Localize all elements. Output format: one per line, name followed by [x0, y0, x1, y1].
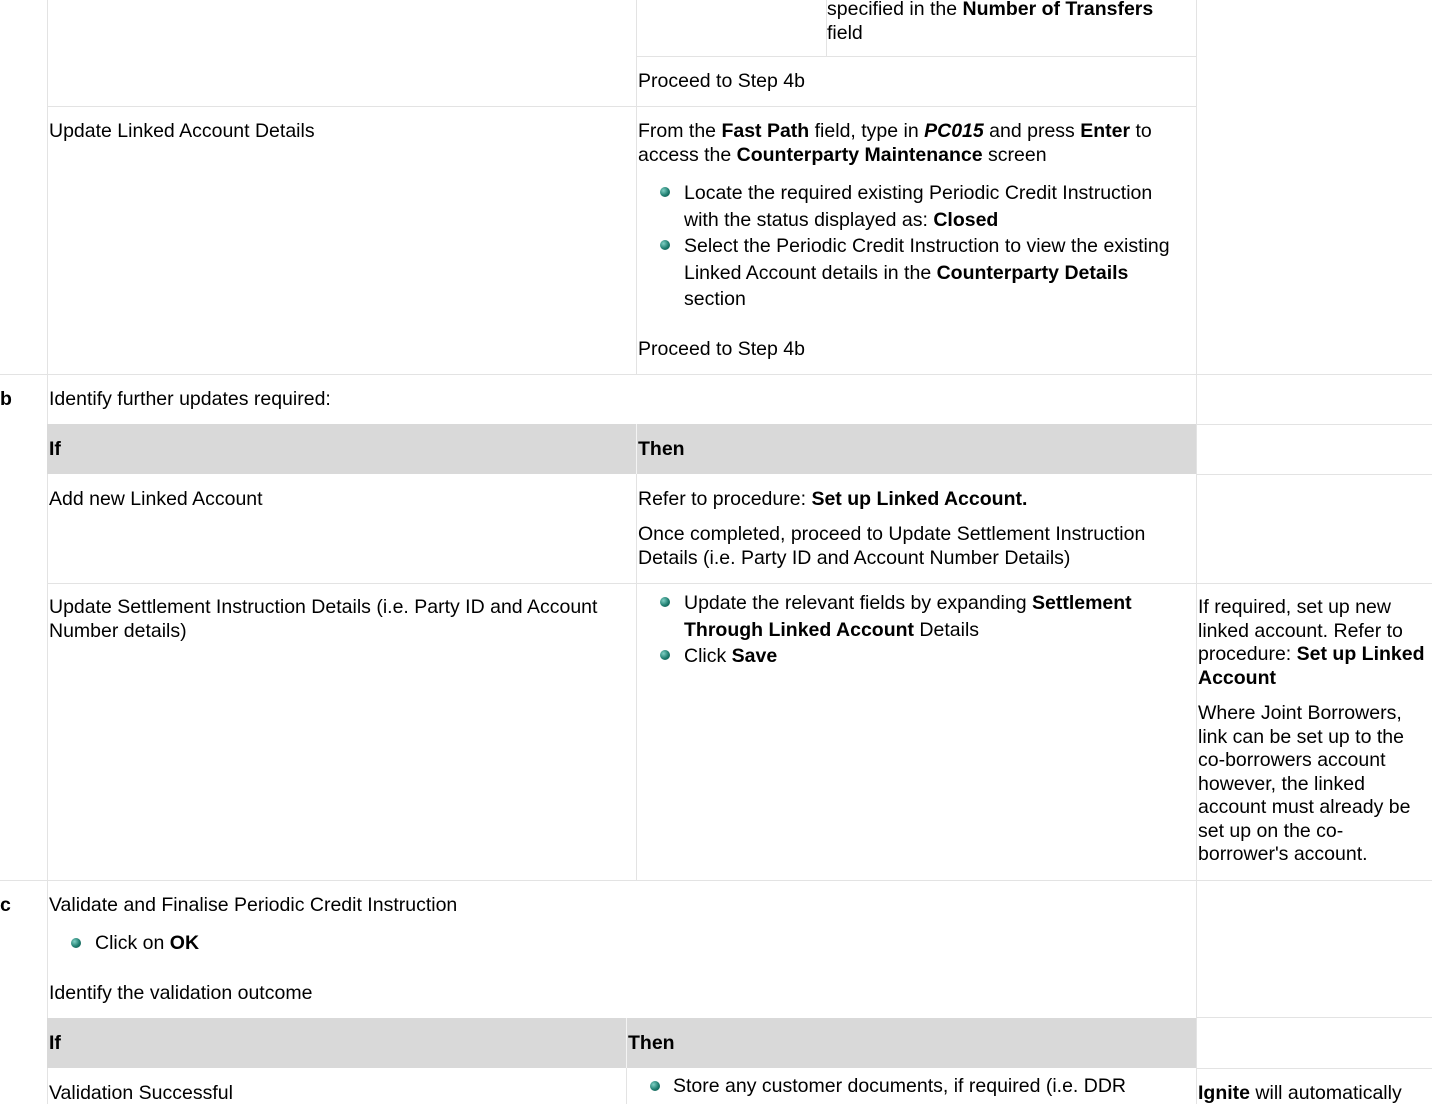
bullet-icon — [660, 650, 670, 660]
transfers-fragment: specified in the Number of Transfers field — [827, 0, 1154, 44]
proceed-text: Proceed to Step 4b — [638, 70, 805, 92]
grid-line — [0, 374, 1432, 375]
note-cell: Ignite will automatically — [1198, 1082, 1402, 1104]
grid-line — [47, 0, 48, 1104]
bullet-icon — [660, 597, 670, 607]
table-header — [47, 424, 1196, 474]
bullet-icon — [660, 187, 670, 197]
grid-line — [626, 1018, 627, 1068]
grid-line — [626, 1068, 627, 1104]
list-item: Click Save — [684, 645, 778, 667]
step-text: Identify the validation outcome — [49, 982, 313, 1004]
step-label: c — [0, 894, 11, 916]
step-text: Identify further updates required: — [49, 388, 331, 410]
grid-line — [1196, 0, 1197, 1104]
grid-line — [47, 583, 1432, 584]
grid-line — [1196, 1017, 1432, 1018]
header-if: If — [49, 1032, 61, 1054]
note-cell: If required, set up new linked account. Refer to procedure: Set up Linked Account — [1198, 596, 1425, 689]
bullet-icon — [650, 1081, 660, 1091]
list-item: Click on OK — [95, 932, 200, 954]
then-cell: From the Fast Path field, type in PC015 and press Enter to access the Counterparty Maintenance screen — [638, 120, 1152, 166]
grid-line — [0, 880, 1432, 881]
if-cell: Update Linked Account Details — [49, 120, 315, 142]
bullet-icon — [71, 938, 81, 948]
table-header — [47, 1018, 1196, 1068]
then-cell-note: Once completed, proceed to Update Settlement Instruction Details (i.e. Party ID and Account Number Details) — [638, 523, 1146, 569]
grid-line — [636, 424, 637, 474]
grid-line — [636, 474, 637, 880]
list-item: Update the relevant fields by expanding Settlement Through Linked Account Details — [684, 592, 1132, 641]
header-if: If — [49, 438, 61, 460]
grid-line — [47, 106, 1196, 107]
bullet-icon — [660, 240, 670, 250]
header-then: Then — [628, 1032, 675, 1054]
step-label: b — [0, 388, 12, 410]
if-cell: Update Settlement Instruction Details (i.e. Party ID and Account Number details) — [49, 596, 598, 642]
grid-line — [1196, 474, 1432, 475]
grid-line — [1196, 1068, 1432, 1069]
grid-line — [636, 56, 1196, 57]
list-item: Select the Periodic Credit Instruction to view the existing Linked Account details in the Counterparty Details section — [684, 235, 1170, 310]
then-cell: Refer to procedure: Set up Linked Account. — [638, 488, 1028, 510]
proceed-text: Proceed to Step 4b — [638, 338, 805, 360]
note-cell: Where Joint Borrowers, link can be set up to the co-borrowers account however, the linked account must already be set up on the co- borrower's account. — [1198, 702, 1411, 865]
if-cell: Add new Linked Account — [49, 488, 263, 510]
list-item: Locate the required existing Periodic Credit Instruction with the status displayed as: Closed — [684, 182, 1153, 231]
if-cell: Validation Successful — [49, 1082, 233, 1104]
header-then: Then — [638, 438, 685, 460]
list-item: Store any customer documents, if required (i.e. DDR — [673, 1075, 1127, 1097]
step-text: Validate and Finalise Periodic Credit Instruction — [49, 894, 458, 916]
grid-line — [1196, 424, 1432, 425]
